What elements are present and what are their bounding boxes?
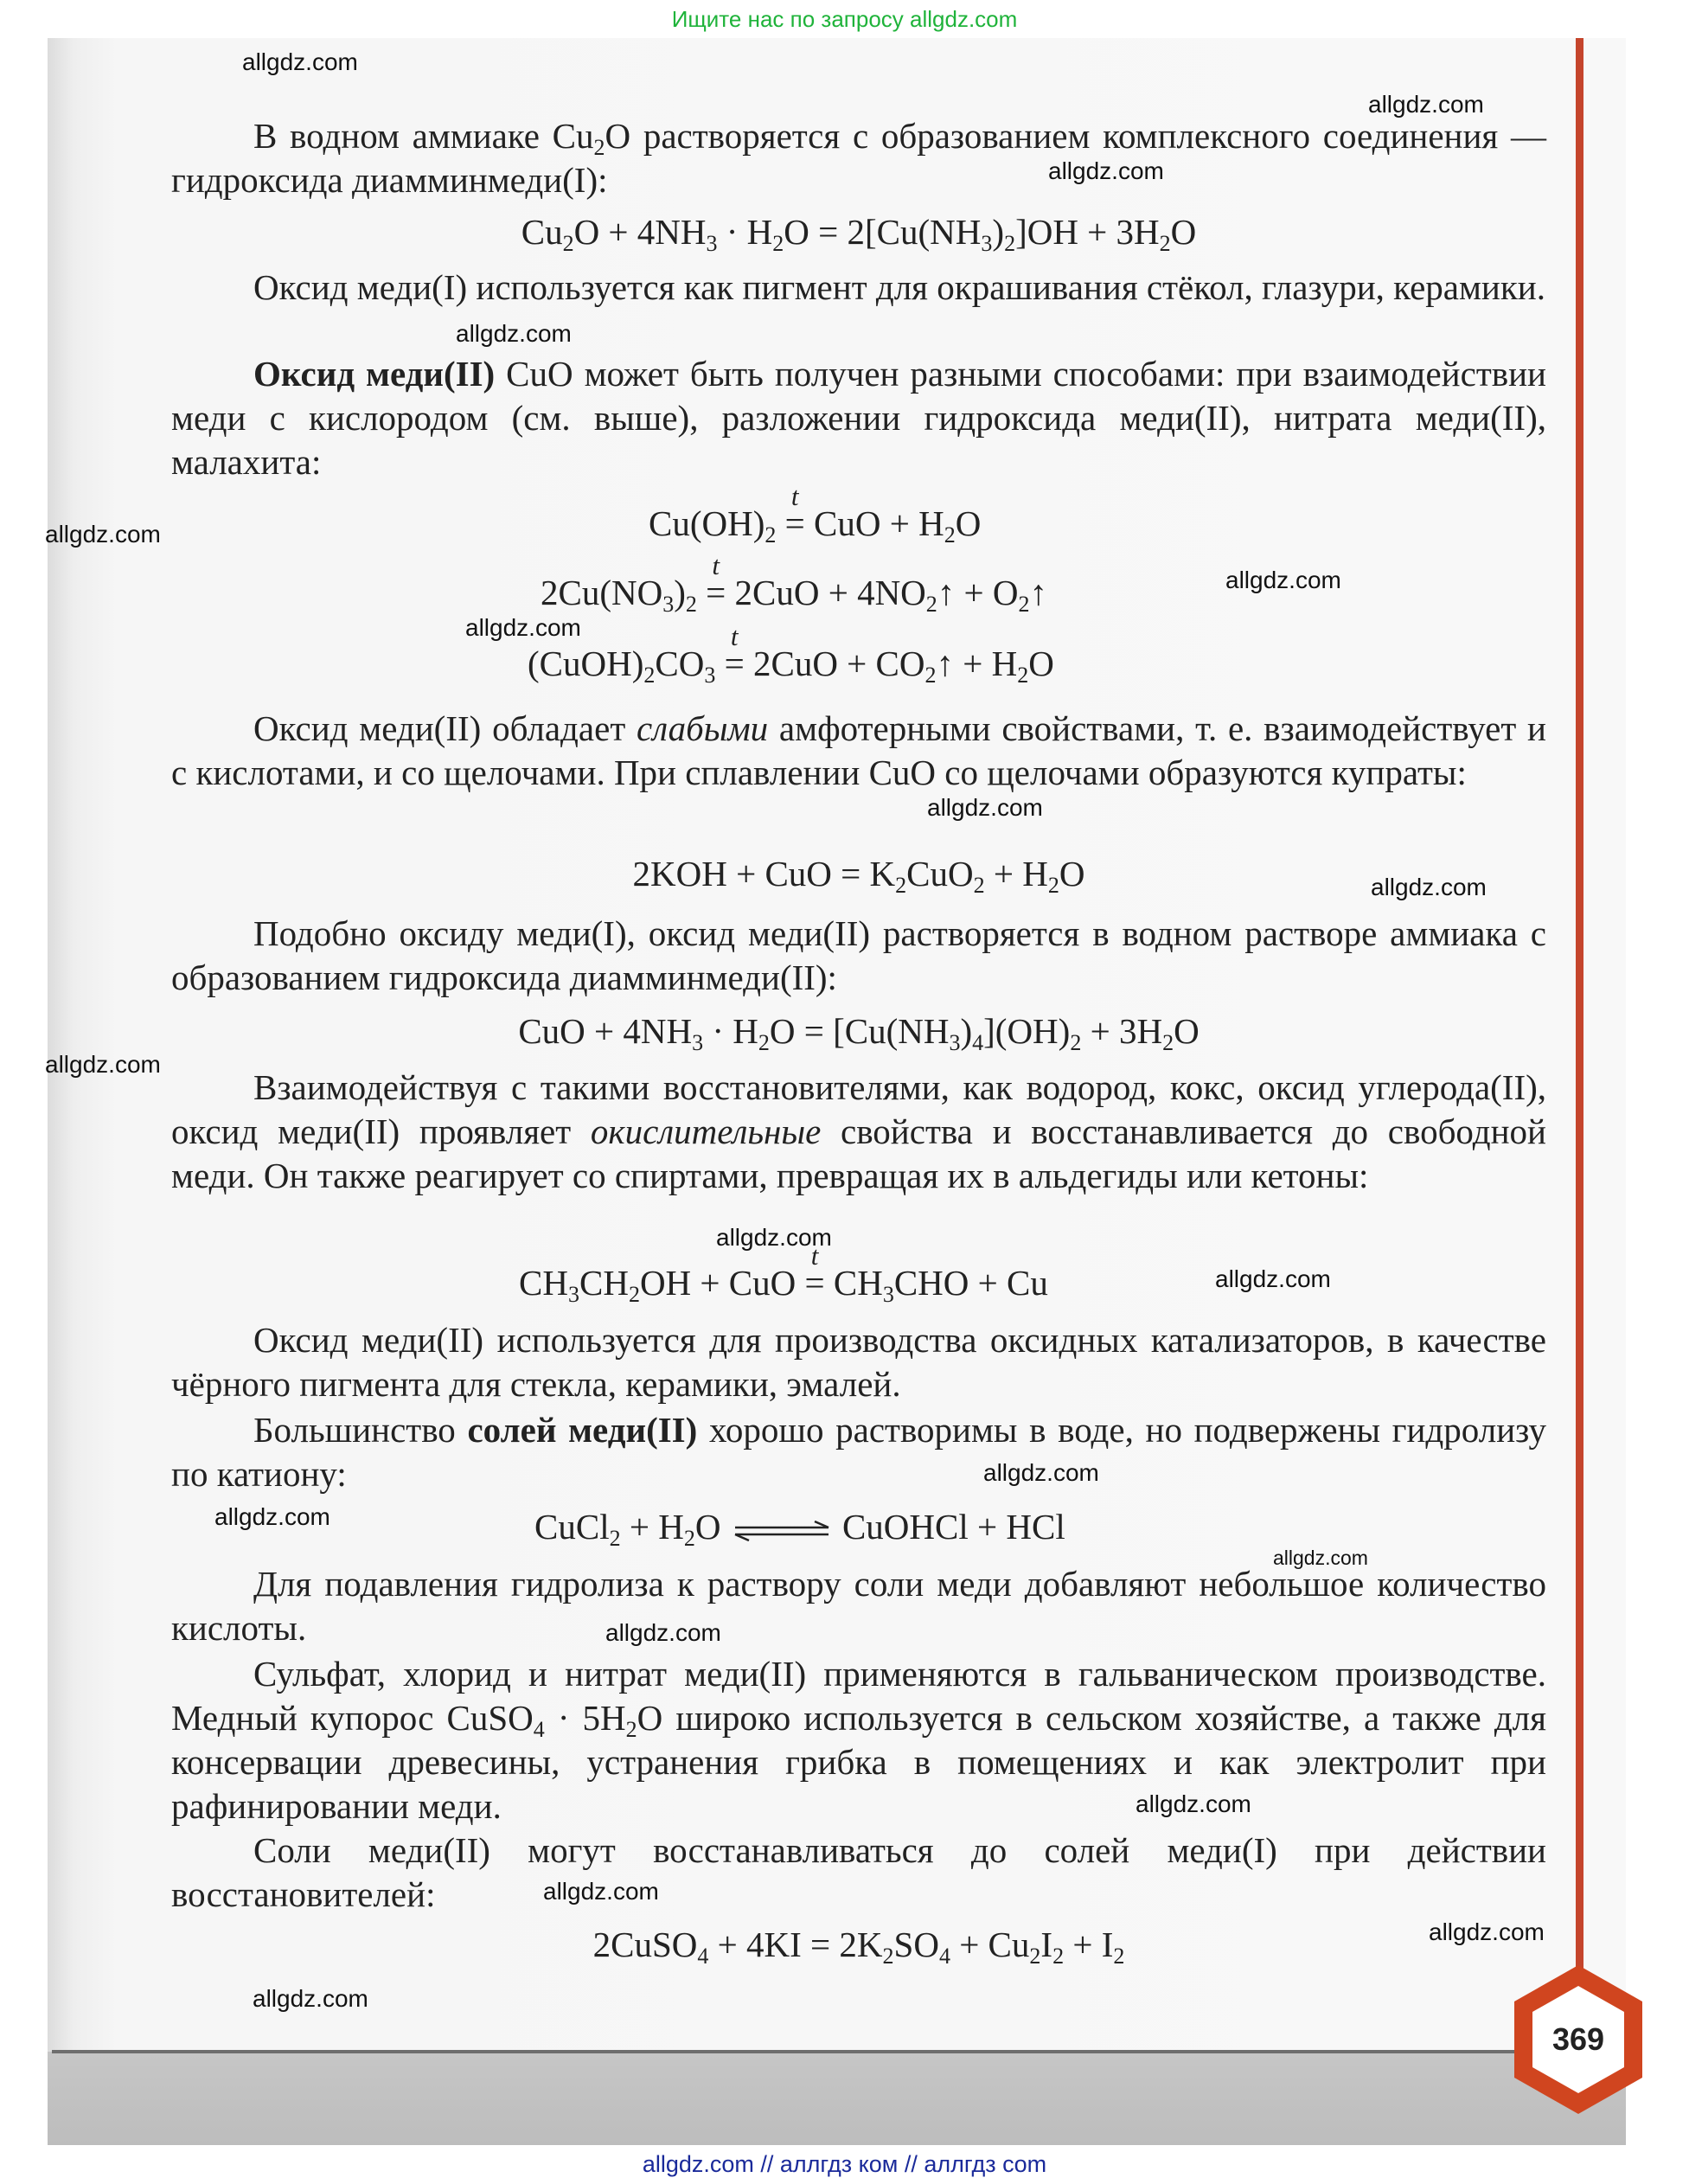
paragraph-9: Для подавления гидролиза к раствору соли меди добавляют небольшое количество кислоты. [171, 1564, 1546, 1648]
paragraph-6 [171, 1066, 1546, 1198]
page-margin-line [1576, 35, 1583, 2050]
watermark: allgdz.com [45, 1051, 161, 1078]
equation-4: $(CuOH)_2CO_3$ $t = 2CuO + CO_2↑ + H_2O$ [528, 642, 1054, 686]
paragraph-5: Подобно оксиду меди(I), оксид меди(II) растворяется в водном растворе аммиака с образованием гидроксида диамминмеди(II): [171, 913, 1546, 997]
paragraph-10: Сульфат, хлорид и нитрат меди(II) применяются в гальваническом производстве. Медный купорос CuSO$_4$ · $5H_2O$ широко используется в сельском хозяйстве, а также для консервации древесины, устранения грибка в помещениях и как электролит при рафинировании меди. [171, 1654, 1546, 1826]
watermark: allgdz.com [983, 1459, 1099, 1486]
watermark: allgdz.com [927, 794, 1043, 821]
watermark: allgdz.com [1429, 1918, 1545, 1945]
watermark: allgdz.com [1136, 1790, 1251, 1817]
watermark: allgdz.com [1215, 1265, 1331, 1292]
watermark: allgdz.com [1273, 1547, 1368, 1569]
equation-3: $2Cu(NO_3)_2$ $t = 2CuO + 4NO_2↑$ + $O_2↑$ [541, 571, 1047, 615]
paragraph-8-text-b: хорошо растворимы в воде, но подвержены гидролизу по катиону: [171, 1410, 1546, 1494]
equation-1: $Cu_2O + 4NH_3 \cdot H_2O = 2[Cu(NH_3)_2]OH + 3H_2O$ [521, 212, 1197, 256]
footer-band [48, 2052, 1626, 2145]
watermark: allgdz.com [1225, 567, 1341, 593]
watermark: allgdz.com [1368, 91, 1484, 118]
emphasis-weak: слабыми [637, 708, 769, 748]
page-number: 369 [1551, 2021, 1605, 2057]
watermark: allgdz.com [1371, 874, 1487, 900]
paragraph-3 [171, 352, 1546, 484]
equilibrium-arrow-icon [730, 1521, 834, 1541]
top-banner[interactable]: Ищите нас по запросу allgdz.com [0, 0, 1689, 38]
watermark: allgdz.com [242, 48, 358, 75]
paragraph-11: Соли меди(II) могут восстанавливаться до солей меди(I) при действии восстановителей: [171, 1830, 1546, 1914]
paragraph-3-text: CuO может быть получен разными способами: при взаимодействии меди с кислородом (см. выше), разложении гидроксида меди(II), нитрата меди(II), малахита: [171, 354, 1546, 482]
equation-8: CuCl$_2$ + $H_2O$ CuOHCl + HCl [534, 1507, 1065, 1551]
watermark: allgdz.com [253, 1985, 368, 2012]
paragraph-2: Оксид меди(I) используется как пигмент для окрашивания стёкол, глазури, керамики. [253, 267, 1545, 307]
paragraph-7: Оксид меди(II) используется для производства оксидных катализаторов, в качестве чёрного пигмента для стекла, керамики, эмалей. [171, 1320, 1546, 1404]
watermark: allgdz.com [1048, 157, 1164, 184]
watermark: allgdz.com [465, 614, 581, 641]
watermark: allgdz.com [543, 1878, 659, 1905]
paragraph-4-text-a: Оксид меди(II) обладает [253, 708, 637, 748]
watermark: allgdz.com [456, 320, 572, 347]
term-copper-salts-ii: солей меди(II) [467, 1410, 698, 1450]
watermark: allgdz.com [605, 1619, 721, 1646]
equation-7: $CH_3CH_2OH$ + CuO $t = CH_3CHO + Cu$ [519, 1261, 1048, 1305]
equation-6: CuO + $4NH_3 \cdot H_2O = [Cu(NH_3)_4](OH)_2 + 3H_2O$ [518, 1011, 1200, 1055]
paragraph-1: В водном аммиаке $Cu_2O$ растворяется с образованием комплексного соединения — гидроксида диамминмеди(I): [171, 116, 1546, 200]
watermark: allgdz.com [716, 1224, 832, 1251]
equation-5: 2KOH + CuO = $K_2CuO_2 + H_2O$ [632, 854, 1085, 898]
paragraph-4-text-b: амфотерными свойствами, т. е. взаимодействует и с кислотами, и со щелочами. При сплавлении CuO со щелочами образуются купраты: [171, 708, 1546, 792]
footer-rule [52, 2050, 1539, 2053]
equation-2: $Cu(OH)_2$ t = CuO + $H_2O$ [649, 502, 981, 546]
paragraph-6-text-a: Взаимодействуя с такими восстановителями, как водород, кокс, оксид углерода(II), оксид меди(II) проявляет [171, 1067, 1546, 1151]
equation-9: 2CuSO$_4$ + $4KI = 2K_2SO_4 + Cu_2I_2 + I_2$ [592, 1925, 1125, 1969]
term-copper-oxide-ii: Оксид меди(II) [253, 354, 496, 394]
watermark: allgdz.com [45, 521, 161, 548]
emphasis-oxidizing: окислительные [590, 1111, 822, 1151]
bottom-banner[interactable]: allgdz.com // аллгдз ком // аллгдз com [0, 2145, 1689, 2184]
paragraph-6-text-b: свойства и восстанавливается до свободной меди. Он также реагирует со спиртами, превращая их в альдегиды или кетоны: [171, 1111, 1546, 1195]
paragraph-4 [171, 707, 1546, 795]
paragraph-8 [171, 1408, 1546, 1496]
paragraph-8-text-a: Большинство [253, 1410, 468, 1450]
watermark: allgdz.com [214, 1503, 330, 1530]
